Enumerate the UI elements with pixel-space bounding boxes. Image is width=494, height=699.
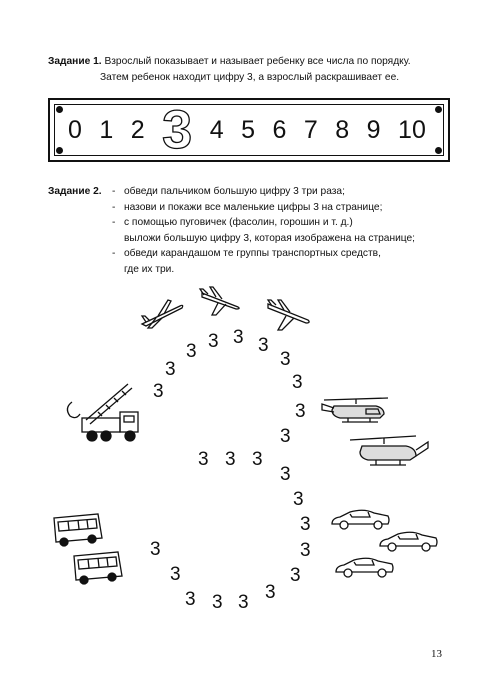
small-three: 3 (150, 539, 161, 560)
task2-item-3-cont: выложи большую цифру 3, которая изображена на странице; (124, 232, 415, 244)
number-9: 9 (366, 115, 381, 144)
car-icon (378, 530, 440, 554)
number-0: 0 (68, 115, 82, 144)
small-three: 3 (300, 514, 311, 535)
bus-icon (52, 512, 104, 548)
small-three: 3 (280, 464, 291, 485)
task1-line2: Затем ребенок находит цифру 3, а взрослый раскрашивает ее. (100, 72, 400, 83)
task2-label: Задание 2. (48, 186, 102, 197)
small-three: 3 (208, 331, 219, 352)
task2-item-4: обведи карандашом те группы транспортных средств, (124, 248, 381, 259)
small-three: 3 (293, 489, 304, 510)
task2-item-2: назови и покажи все маленькие цифры 3 на странице; (124, 201, 383, 213)
small-three: 3 (295, 401, 306, 422)
airplane-icon (198, 285, 242, 317)
number-8: 8 (335, 115, 350, 144)
small-three: 3 (238, 592, 249, 613)
number-5: 5 (241, 115, 255, 144)
number-4: 4 (209, 115, 224, 144)
bus-icon (72, 550, 124, 586)
small-three: 3 (233, 327, 244, 348)
small-three: 3 (280, 426, 291, 447)
task1-block (48, 54, 458, 86)
small-three: 3 (280, 349, 291, 370)
helicopter-icon (320, 392, 392, 428)
small-three: 3 (290, 565, 301, 586)
task2-item-4-cont: где их три. (124, 263, 175, 275)
airplane-icon (138, 298, 186, 332)
small-three: 3 (153, 381, 164, 402)
number-2: 2 (130, 115, 145, 144)
number-7: 7 (303, 115, 318, 144)
task2-item-1: обведи пальчиком большую цифру 3 три раза; (124, 186, 345, 197)
screw-icon (435, 147, 442, 154)
fire-ladder-truck-icon (58, 380, 144, 448)
task2-block: Задание 2. - обведи пальчиком большую цифру 3 три раза; - назови и покажи все маленькие цифры 3 на странице; - с помощью пуговичек (фасолин, горошин и т. д.) выложи большую цифру 3, которая изображена на странице; - обведи карандашом те группы транспортных средств, где их три. (48, 184, 458, 277)
car-icon (330, 508, 392, 532)
number-1: 1 (99, 115, 114, 144)
small-three: 3 (258, 335, 269, 356)
helicopter-icon (346, 432, 430, 472)
screw-icon (56, 106, 63, 113)
task1-line1: Взрослый показывает и называет ребенку все числа по порядку. (104, 56, 411, 67)
small-three: 3 (212, 592, 223, 613)
airplane-icon (264, 298, 312, 332)
page-number: 13 (431, 648, 442, 660)
number-3-outlined: 3 (162, 100, 193, 160)
car-icon (334, 556, 396, 580)
small-three: 3 (186, 341, 197, 362)
number-strip (48, 98, 450, 162)
task1-label: Задание 1. (48, 56, 102, 67)
screw-icon (56, 147, 63, 154)
small-three: 3 (292, 372, 303, 393)
small-three: 3 (300, 540, 311, 561)
small-three: 3 (252, 449, 263, 470)
small-three: 3 (185, 589, 196, 610)
small-three: 3 (265, 582, 276, 603)
small-three: 3 (165, 359, 176, 380)
small-three: 3 (198, 449, 209, 470)
small-three: 3 (170, 564, 181, 585)
number-10: 10 (398, 115, 426, 144)
small-three: 3 (225, 449, 236, 470)
task2-item-3: с помощью пуговичек (фасолин, горошин и т. д.) (124, 217, 353, 228)
number-6: 6 (272, 115, 287, 144)
screw-icon (435, 106, 442, 113)
